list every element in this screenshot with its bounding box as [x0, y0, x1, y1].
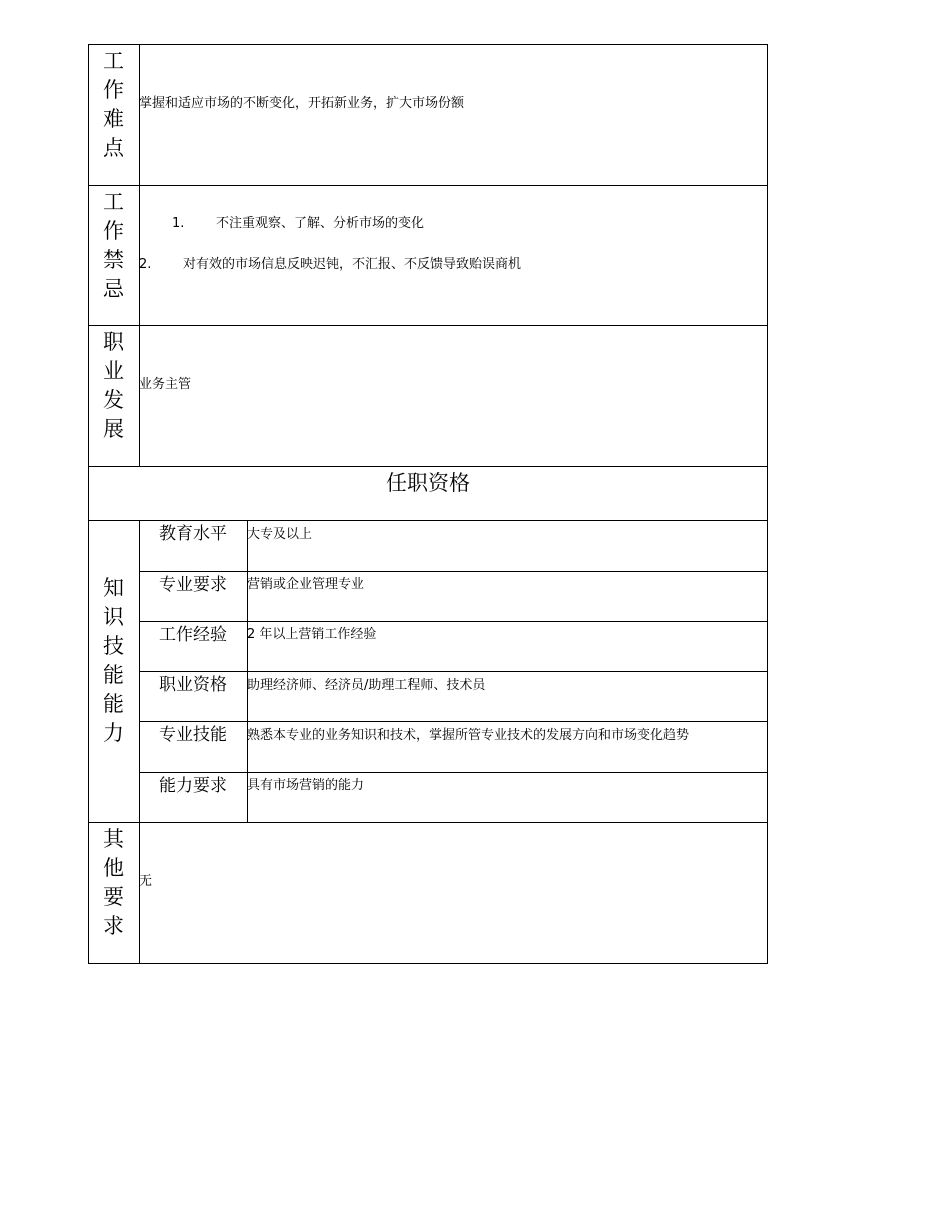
label-char: 职	[103, 330, 124, 354]
taboo-item-number: 1.	[172, 216, 185, 231]
career-text: 业务主管	[139, 377, 192, 392]
column-divider	[247, 520, 248, 822]
label-char: 展	[103, 417, 124, 441]
label-char: 能	[103, 663, 124, 687]
label-char: 难	[103, 107, 124, 131]
taboo-item-text: 不注重观察、了解、分析市场的变化	[216, 216, 425, 231]
label-char: 业	[103, 359, 124, 383]
row-divider	[88, 520, 768, 521]
taboo-item-number: 2.	[139, 257, 152, 272]
label-char: 禁	[103, 248, 124, 272]
career-label	[88, 328, 139, 444]
row-divider	[88, 822, 768, 823]
ability-value: 具有市场营销的能力	[247, 778, 365, 793]
experience-label: 工作经验	[159, 625, 227, 645]
label-char: 忌	[103, 277, 124, 301]
label-char: 点	[103, 136, 124, 160]
label-char: 其	[103, 827, 124, 851]
label-char: 知	[103, 576, 124, 600]
row-divider	[139, 671, 768, 672]
label-char: 力	[103, 721, 124, 745]
label-char: 作	[103, 78, 124, 102]
knowledge-label	[88, 574, 139, 748]
major-label: 专业要求	[159, 575, 227, 595]
education-label: 教育水平	[159, 524, 227, 544]
major-value: 营销或企业管理专业	[247, 577, 365, 592]
row-divider	[88, 466, 768, 467]
label-char: 工	[103, 49, 124, 73]
label-char: 要	[103, 885, 124, 909]
taboo-item-text: 对有效的市场信息反映迟钝，不汇报、不反馈导致贻误商机	[183, 257, 522, 272]
ability-label: 能力要求	[159, 776, 227, 796]
label-char: 工	[103, 190, 124, 214]
taboo-label	[88, 188, 139, 304]
row-divider	[88, 185, 768, 186]
certification-label: 职业资格	[159, 675, 227, 695]
row-divider	[139, 772, 768, 773]
certification-value: 助理经济师、经济员/助理工程师、技术员	[247, 678, 486, 693]
label-char: 发	[103, 388, 124, 412]
row-divider	[139, 621, 768, 622]
education-value: 大专及以上	[247, 527, 313, 542]
table-frame	[88, 44, 768, 964]
experience-value: 2 年以上营销工作经验	[247, 627, 377, 642]
qualification-title: 任职资格	[386, 471, 470, 495]
label-char: 能	[103, 692, 124, 716]
label-char: 他	[103, 856, 124, 880]
difficulty-text: 掌握和适应市场的不断变化，开拓新业务，扩大市场份额	[139, 96, 465, 111]
label-char: 技	[103, 634, 124, 658]
label-char: 求	[103, 914, 124, 938]
label-char: 识	[103, 605, 124, 629]
skill-value: 熟悉本专业的业务知识和技术，掌握所管专业技术的发展方向和市场变化趋势	[247, 728, 690, 743]
skill-label: 专业技能	[159, 725, 227, 745]
row-divider	[139, 721, 768, 722]
difficulty-label	[88, 47, 139, 163]
row-divider	[88, 325, 768, 326]
label-char: 作	[103, 219, 124, 243]
row-divider	[139, 571, 768, 572]
other-label	[88, 825, 139, 941]
other-text: 无	[139, 874, 153, 889]
